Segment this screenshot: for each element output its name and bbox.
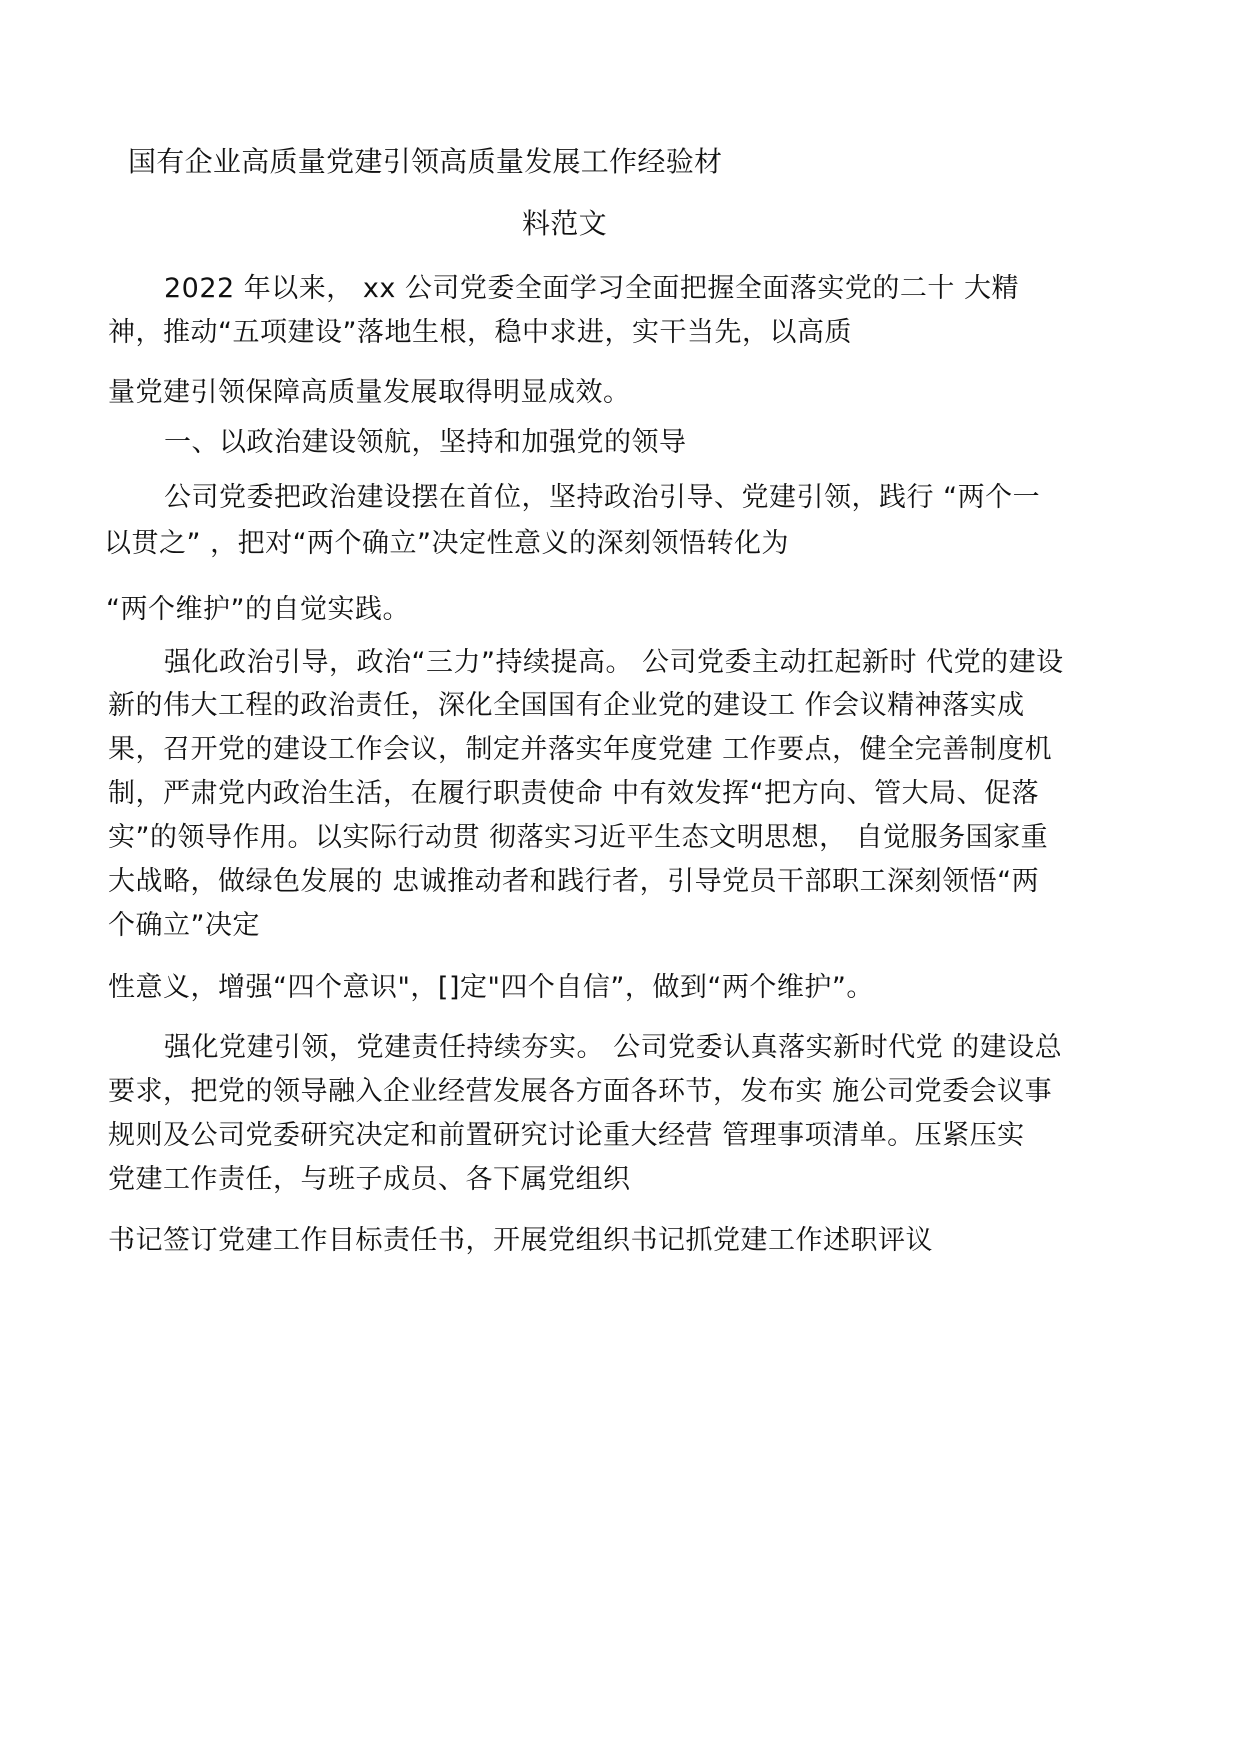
body-line: 强化党建引领，党建责任持续夯实。 公司党委认真落实新时代党 的建设总 — [164, 1032, 1063, 1063]
body-line: 果，召开党的建设工作会议，制定并落实年度党建 工作要点，健全完善制度机 — [108, 734, 1053, 765]
body-line: 个确立”决定 — [108, 910, 260, 941]
body-line: 制，严肃党内政治生活，在履行职责使命 中有效发挥“把方向、管大局、促落 — [108, 778, 1040, 809]
body-line: 实”的领导作用。以实际行动贯 彻落实习近平生态文明思想， 自觉服务国家重 — [108, 822, 1049, 853]
body-line: “两个维护”的自觉实践。 — [106, 594, 410, 625]
body-line: 公司党委把政治建设摆在首位，坚持政治引导、党建引领，践行 “两个一 — [164, 482, 1041, 513]
body-line: 要求，把党的领导融入企业经营发展各方面各环节，发布实 施公司党委会议事 — [108, 1076, 1053, 1107]
body-line: 量党建引领保障高质量发展取得明显成效。 — [108, 377, 631, 408]
body-line: 规则及公司党委研究决定和前置研究讨论重大经营 管理事项清单。压紧压实 — [108, 1120, 1025, 1151]
document-title-line-1: 国有企业高质量党建引领高质量发展工作经验材 — [128, 145, 723, 178]
body-line: 强化政治引导，政治“三力”持续提高。 公司党委主动扛起新时 代党的建设 — [164, 647, 1064, 678]
document-title-line-2: 料范文 — [522, 207, 607, 240]
body-line: 新的伟大工程的政治责任，深化全国国有企业党的建设工 作会议精神落实成 — [108, 690, 1025, 721]
section-heading: 一、以政治建设领航，坚持和加强党的领导 — [164, 427, 687, 458]
body-line: 党建工作责任，与班子成员、各下属党组织 — [108, 1164, 631, 1195]
body-line: 神，推动“五项建设”落地生根，稳中求进，实干当先，以高质 — [108, 317, 852, 348]
body-line: 以贯之” ，把对“两个确立”决定性意义的深刻领悟转化为 — [104, 528, 790, 559]
body-line: 性意义，增强“四个意识"，[]定"四个自信”，做到“两个维护”。 — [108, 972, 874, 1003]
body-line: 书记签订党建工作目标责任书，开展党组织书记抓党建工作述职评议 — [108, 1225, 933, 1256]
body-line: 大战略，做绿色发展的 忠诚推动者和践行者，引导党员干部职工深刻领悟“两 — [108, 866, 1040, 897]
body-line: 2022 年以来， xx 公司党委全面学习全面把握全面落实党的二十 大精 — [164, 273, 1019, 304]
